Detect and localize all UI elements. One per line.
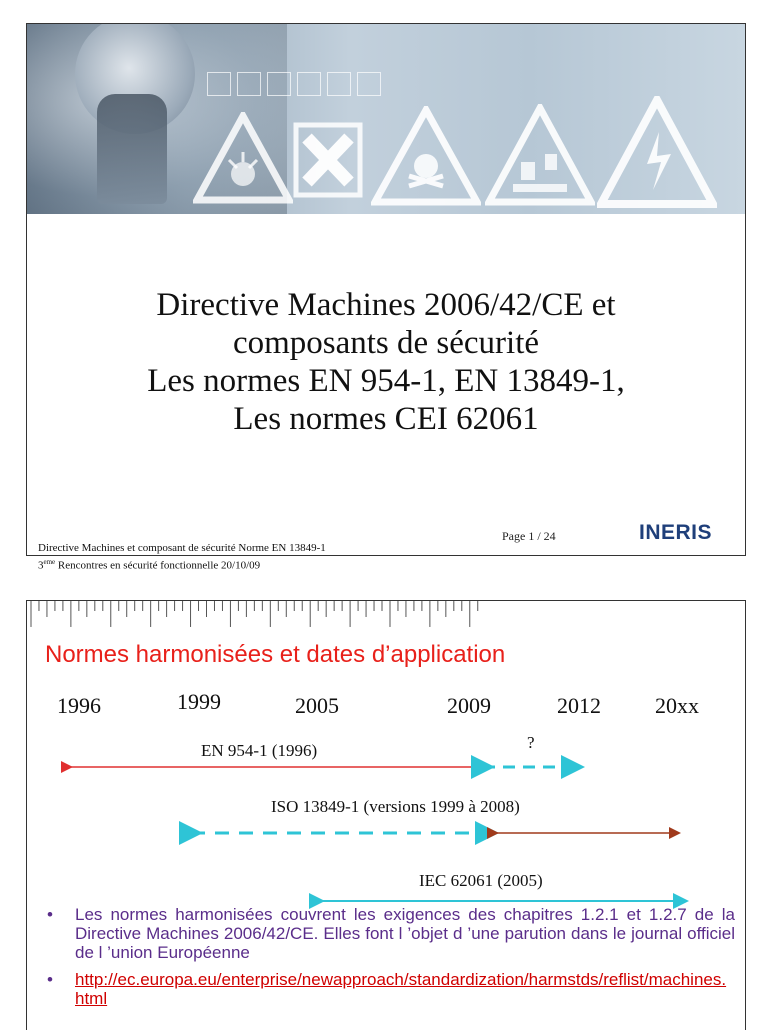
year-label: 1999 bbox=[177, 689, 221, 714]
page-number: Page 1 / 24 bbox=[502, 529, 556, 543]
title-line: Directive Machines 2006/42/CE et bbox=[156, 287, 616, 323]
year-label: 2012 bbox=[557, 693, 601, 718]
toxic-skull-warning-icon bbox=[371, 106, 481, 206]
footer-ordinal: 3 bbox=[38, 559, 44, 572]
year-label: 2009 bbox=[447, 693, 491, 718]
year-label: 20xx bbox=[655, 693, 699, 718]
small-sign bbox=[237, 72, 261, 96]
year-label: 1996 bbox=[57, 693, 101, 718]
question-label: ? bbox=[527, 733, 535, 752]
iso13849-label: ISO 13849-1 (versions 1999 à 2008) bbox=[271, 797, 520, 816]
title-line: Les normes EN 954-1, EN 13849-1, bbox=[147, 363, 625, 399]
small-sign bbox=[297, 72, 321, 96]
list-item bbox=[45, 970, 735, 1008]
title-line: Les normes CEI 62061 bbox=[233, 401, 539, 437]
footer-event-text: Rencontres en sécurité fonctionnelle 20/10/09 bbox=[55, 559, 261, 572]
small-sign bbox=[267, 72, 291, 96]
corrosive-warning-icon bbox=[485, 104, 595, 206]
timeline-slide bbox=[26, 600, 746, 1030]
footer-ordinal-suffix: eme bbox=[43, 558, 56, 566]
iec62061-label: IEC 62061 (2005) bbox=[419, 871, 543, 890]
en954-label: EN 954-1 (1996) bbox=[201, 741, 318, 760]
machines-reflist-link[interactable]: http://ec.europa.eu/enterprise/newapproach/standardization/harmstds/reflist/machines.html bbox=[75, 970, 727, 1008]
title-slide bbox=[26, 23, 746, 556]
year-label: 2005 bbox=[295, 693, 339, 718]
small-signs-strip bbox=[207, 72, 381, 94]
explosive-warning-icon bbox=[193, 112, 293, 204]
small-sign bbox=[327, 72, 351, 96]
hazard-banner-image bbox=[27, 24, 745, 214]
timeline-arrows bbox=[27, 601, 746, 921]
footer-caption: Directive Machines et composant de sécurité Norme EN 13849-1 bbox=[38, 542, 326, 554]
slide-heading: Normes harmonisées et dates d’application bbox=[45, 641, 506, 668]
bullet-list bbox=[45, 905, 735, 1016]
bullet-glyph: • bbox=[47, 970, 53, 989]
small-sign bbox=[207, 72, 231, 96]
slide-title bbox=[27, 286, 745, 438]
title-line: composants de sécurité bbox=[232, 325, 540, 361]
small-sign bbox=[357, 72, 381, 96]
footer-event-line bbox=[38, 558, 260, 572]
electric-hazard-warning-icon bbox=[597, 96, 717, 208]
ineris-logo: INERIS bbox=[639, 521, 713, 544]
microscope-image bbox=[97, 94, 167, 204]
harmful-cross-icon bbox=[293, 122, 363, 198]
bullet-text: Les normes harmonisées couvrent les exigences des chapitres 1.2.1 et 1.2.7 de la Directive Machines 2006/42/CE. Elles font l ’objet d ’une parution dans le journal officiel de l ’union Européenne bbox=[75, 905, 735, 962]
bullet-glyph: • bbox=[47, 905, 53, 924]
list-item bbox=[45, 905, 735, 962]
